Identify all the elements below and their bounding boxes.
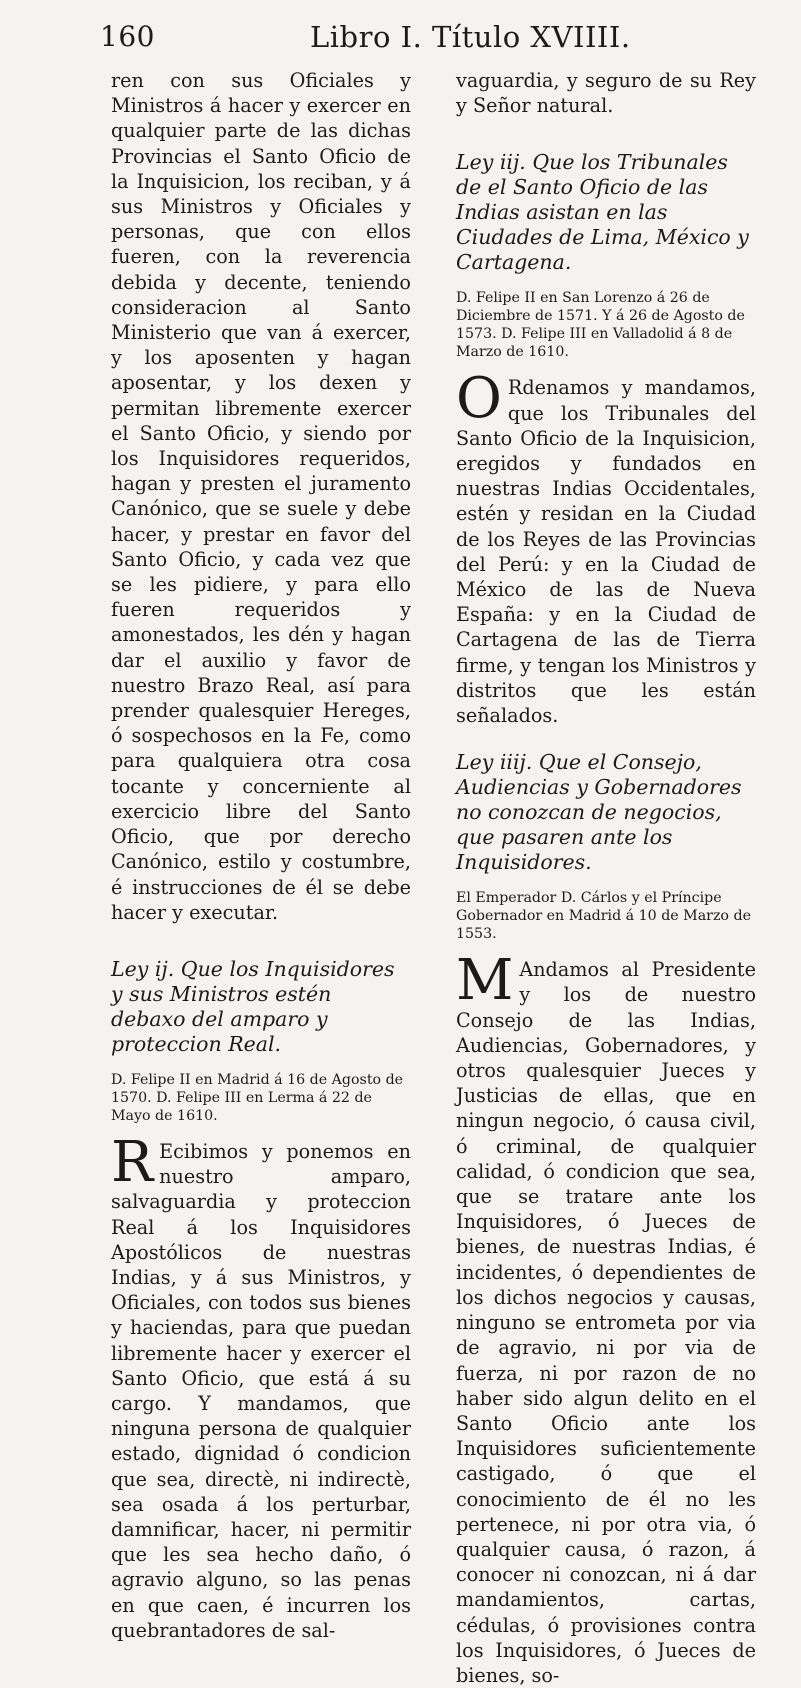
law-3-text: Rdenamos y mandamos, que los Tribunales del Santo Oficio de la Inquisicion, eregidos y fundados en nuestras Indias Occidentales, estén y residan en la Ciudad de los Reyes de las Provincias del Perú: y en la Ciudad de México de las de Nueva España: y en la Ciudad de Cartagena de las de Tierra firme, y tengan los Ministros y distritos que les están señalados. — [456, 376, 756, 728]
law-3-dates: D. Felipe II en San Lorenzo á 26 de Diciembre de 1571. Y á 26 de Agosto de 1573. D. Felipe III en Valladolid á 8 de Marzo de 1610. — [456, 290, 745, 361]
law-4-body — [456, 948, 756, 1688]
continuation-text-right: vaguardia, y seguro de su Rey y Señor natural. — [456, 69, 756, 118]
law-4-title: Ley iiij. Que el Consejo, Audiencias y Gobernadores no conozcan de negocios, que pasaren ante los Inquisidores. — [456, 750, 742, 875]
law-4-dates: El Emperador D. Cárlos y el Príncipe Gobernador en Madrid á 10 de Marzo de 1553. — [456, 890, 751, 943]
right-column — [456, 68, 756, 1688]
law-3-dropcap: O — [456, 366, 502, 432]
law-4-dropcap: M — [456, 948, 514, 1014]
law-2-title: Ley ij. Que los Inquisidores y sus Ministros estén debaxo del amparo y proteccion Real. — [111, 956, 395, 1056]
law-3-body — [456, 366, 756, 728]
law-4-text: Andamos al Presidente y los de nuestro Consejo de las Indias, Audiencias, Gobernadores, y otros qualesquier Jueces y Justicias de ellas, que en ningun negocio, ó causa civil, ó criminal, de qualquier calidad, ó condicion que sea, que se tratare ante los Inquisidores, ó Jueces de bienes, de nuestras Indias, é incidentes, ó dependientes de los dichos negocios y causas, ninguno se entrometa por via de agravio, ni por via de fuerza, ni por razon de no haber sido algun delito en el Santo Oficio ante los Inquisidores suficientemente castigado, ó que el conocimiento de él no les pertenece, ni por otra via, ó qualquier causa, ó razon, á conocer ni conozcan, ni á dar mandamientos, cartas, cédulas, ó provisiones contra los Inquisidores, ó Jueces de bienes, so- — [456, 958, 756, 1687]
law-2-body — [111, 1129, 411, 1643]
law-3-title: Ley iij. Que los Tribunales de el Santo Oficio de las Indias asistan en las Ciudades de Lima, México y Cartagena. — [456, 150, 749, 275]
law-2-dropcap: R — [111, 1129, 154, 1195]
law-2-dates: D. Felipe II en Madrid á 16 de Agosto de 1570. D. Felipe III en Lerma á 22 de Mayo de 1610. — [111, 1071, 404, 1124]
left-column — [111, 68, 411, 1643]
page-number: 160 — [100, 20, 155, 53]
page-header — [100, 20, 740, 60]
running-title: Libro I. Título XVIIII. — [310, 20, 631, 54]
law-2-text: Ecibimos y ponemos en nuestro amparo, salvaguardia y proteccion Real á los Inquisidores Apostólicos de nuestras Indias, y á sus Ministros, y Oficiales, con todos sus bienes y haciendas, para que puedan libremente hacer y exercer el Santo Oficio, que está á su cargo. Y mandamos, que ninguna persona de qualquier estado, dignidad ó condicion que sea, directè, ni indirectè, sea osada á los perturbar, damnificar, hacer, ni permitir que les sea hecho daño, ó agravio alguno, so las penas en que caen, é incurren los quebrantadores de sal- — [111, 1139, 411, 1642]
continuation-text: ren con sus Oficiales y Ministros á hacer y exercer en qualquier parte de las dichas Provincias el Santo Oficio de la Inquisicion, los reciban, y á sus Ministros y Oficiales y personas, que con ellos fueren, con la reverencia debida y decente, teniendo consideracion al Santo Ministerio que van á exercer, y los aposenten y hagan aposentar, y los dexen y permitan libremente exercer el Santo Oficio, y siendo por los Inquisidores requeridos, hagan y presten el juramento Canónico, que se suele y debe hacer, y prestar en favor del Santo Oficio, y cada vez que se les pidiere, y para ello fueren requeridos y amonestados, les dén y hagan dar el auxilio y favor de nuestro Brazo Real, así para prender qualesquier Hereges, ó sospechosos en la Fe, como para qualquiera otra cosa tocante y concerniente al exercicio libre del Santo Oficio, que por derecho Canónico, estilo y costumbre, é instrucciones de él se debe hacer y executar. — [111, 69, 411, 924]
